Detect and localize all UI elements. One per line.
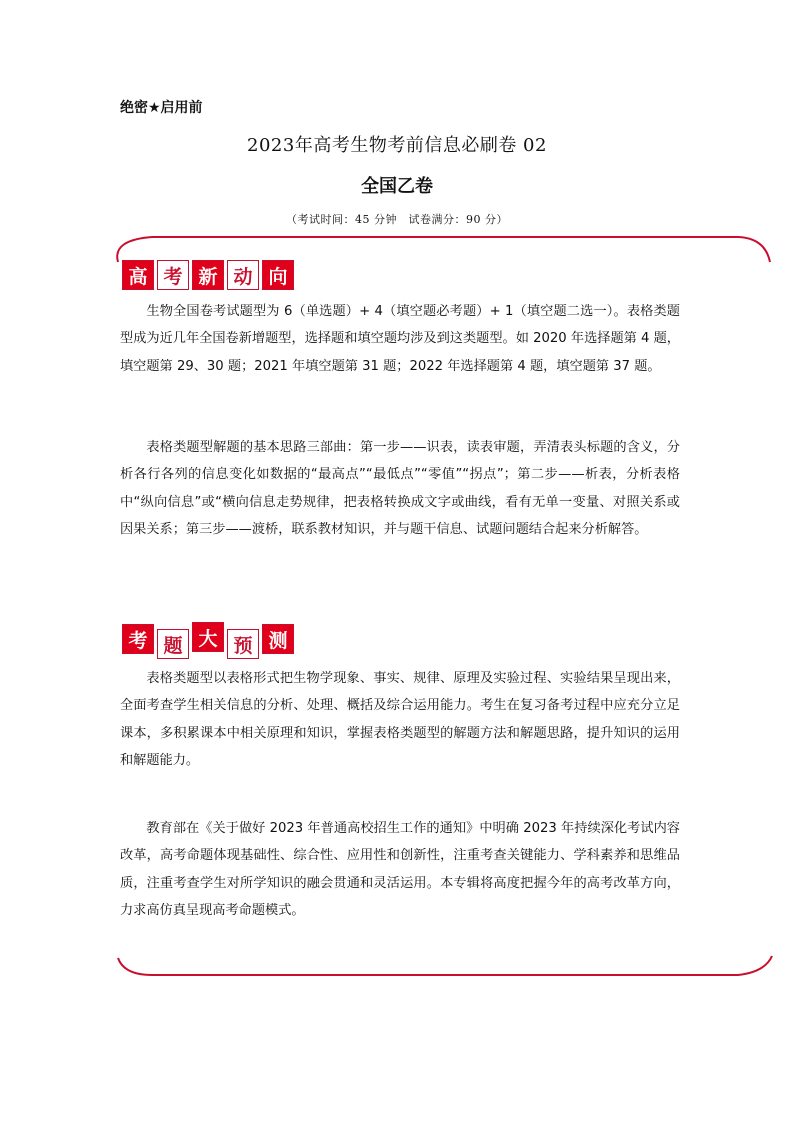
new-trends-badge (122, 260, 297, 290)
section2-paragraph-2: 教育部在《关于做好 2023 年普通高校招生工作的通知》中明确 2023 年持续深化考试内容改革，高考命题体现基础性、综合性、应用性和创新性，注重考查关键能力、学科素养和思维品质，注重考查学生对所学知识的融会贯通和灵活运用。本专辑将高度把握今年的高考改革方向，力求高仿真呈现高考命题模式。 (120, 821, 680, 918)
badge-char: 向 (262, 260, 294, 290)
badge-char: 预 (227, 629, 259, 659)
badge-char: 新 (192, 260, 224, 290)
badge-char: 大 (192, 622, 224, 652)
page-title: 2023年高考生物考前信息必刷卷 02 (247, 135, 547, 156)
badge-char: 考 (122, 624, 154, 654)
badge-char: 动 (227, 260, 259, 290)
exam-forecast-badge (122, 624, 297, 657)
badge-char: 测 (262, 624, 294, 654)
page-subtitle: 全国乙卷 (361, 176, 433, 197)
exam-info: （考试时间：45 分钟 试卷满分：90 分） (286, 213, 508, 226)
section2-paragraph-1: 表格类题型以表格形式把生物学现象、事实、规律、原理及实验过程、实验结果呈现出来，全面考查学生相关信息的分析、处理、概括及综合运用能力。考生在复习备考过程中应充分立足课本，多积累课本中相关原理和知识，掌握表格类题型的解题方法和解题思路，提升知识的运用和解题能力。 (120, 671, 680, 768)
badge-char: 题 (157, 629, 189, 659)
section1-paragraph-2: 表格类题型解题的基本思路三部曲：第一步——识表，读表审题，弄清表头标题的含义，分析各行各列的信息变化如数据的“最高点”“最低点”“零值”“拐点”；第二步——析表，分析表格中“纵向信息”或“横向信息走势规律，把表格转换成文字或曲线，看有无单一变量、对照关系或因果关系；第三步——渡桥，联系教材知识，并与题干信息、试题问题结合起来分析解答。 (120, 440, 680, 537)
confidential-label: 绝密★启用前 (120, 100, 203, 116)
badge-char: 考 (157, 260, 189, 290)
badge-char: 高 (122, 260, 154, 290)
section1-paragraph-1: 生物全国卷考试题型为 6（单选题）+ 4（填空题必考题）+ 1（填空题二选一）。表格类题型成为近几年全国卷新增题型，选择题和填空题均涉及到这类题型。如 2020 年选择题第 4 题，填空题第 29、30 题；2021 年填空题第 31 题；2022 年选择题第 4 题，填空题第 37 题。 (120, 304, 680, 374)
